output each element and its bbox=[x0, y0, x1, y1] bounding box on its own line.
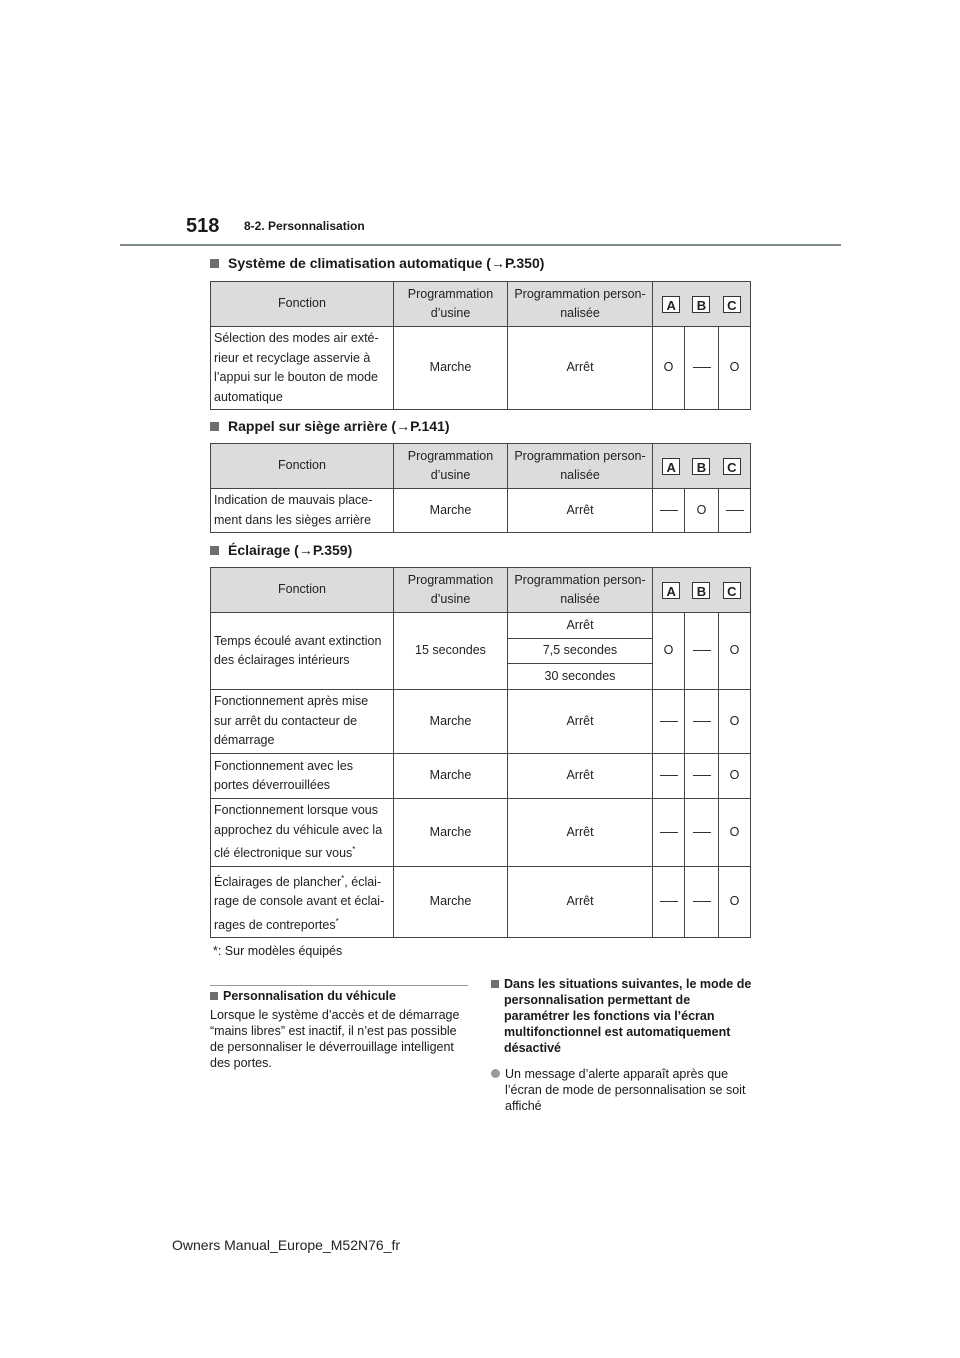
function-cell: Indication de mauvais place- ment dans les sièges arrière bbox=[211, 489, 394, 533]
c-cell: O bbox=[719, 799, 751, 867]
header-rule bbox=[120, 244, 841, 246]
note-left-title bbox=[210, 989, 472, 1003]
b-cell: O bbox=[685, 489, 719, 533]
col-factory: Programmation d’usine bbox=[394, 444, 508, 489]
custom-cell: Arrêt bbox=[508, 489, 653, 533]
c-cell bbox=[719, 489, 751, 533]
note-right-bullet bbox=[491, 1066, 753, 1114]
letter-a: A bbox=[662, 582, 680, 599]
b-cell bbox=[685, 754, 719, 799]
factory-cell: Marche bbox=[394, 327, 508, 410]
note-left-body: Lorsque le système d’accès et de démarrage “mains libres” est inactif, il n’est pas possible de personnaliser le déverrouillage intelligent des portes. bbox=[210, 1008, 460, 1070]
c-cell: O bbox=[719, 754, 751, 799]
c-cell: O bbox=[719, 327, 751, 410]
square-bullet-icon bbox=[210, 259, 219, 268]
letter-a: A bbox=[662, 458, 680, 475]
climate-heading bbox=[210, 255, 544, 271]
col-letters bbox=[653, 568, 751, 613]
a-cell: O bbox=[653, 613, 685, 690]
function-cell: Fonctionnement avec les portes déverrouillées bbox=[211, 754, 394, 799]
custom-cell: Arrêt bbox=[508, 867, 653, 938]
square-bullet-icon bbox=[210, 422, 219, 431]
a-cell bbox=[653, 799, 685, 867]
custom-option: 7,5 secondes bbox=[508, 639, 653, 664]
function-cell: Fonctionnement après mise sur arrêt du contacteur de démarrage bbox=[211, 690, 394, 754]
circle-bullet-icon bbox=[491, 1069, 500, 1078]
factory-cell: Marche bbox=[394, 690, 508, 754]
factory-cell: Marche bbox=[394, 489, 508, 533]
letter-a: A bbox=[662, 296, 680, 313]
col-factory: Programmation d’usine bbox=[394, 568, 508, 613]
letter-b: B bbox=[692, 458, 710, 475]
table-row bbox=[211, 799, 751, 867]
dash-icon bbox=[693, 775, 711, 776]
section-title: 8-2. Personnalisation bbox=[244, 219, 365, 233]
square-bullet-icon bbox=[210, 546, 219, 555]
letter-b: B bbox=[692, 296, 710, 313]
b-cell bbox=[685, 613, 719, 690]
function-cell: Éclairages de plancher*, éclai- rage de console avant et éclai- rages de contreportes* bbox=[211, 867, 394, 938]
seat-reminder-heading-text: Rappel sur siège arrière (→P.141) bbox=[228, 418, 450, 434]
note-left-title-text: Personnalisation du véhicule bbox=[223, 989, 396, 1003]
dash-icon bbox=[660, 901, 678, 902]
seat-reminder-heading bbox=[210, 418, 450, 434]
a-cell bbox=[653, 489, 685, 533]
col-function: Fonction bbox=[211, 568, 394, 613]
page-number: 518 bbox=[186, 215, 220, 237]
custom-option: Arrêt bbox=[508, 613, 653, 639]
custom-option: 30 secondes bbox=[508, 664, 653, 690]
col-function: Fonction bbox=[211, 444, 394, 489]
custom-cell: Arrêt bbox=[508, 799, 653, 867]
dash-icon bbox=[693, 650, 711, 651]
c-cell: O bbox=[719, 867, 751, 938]
b-cell bbox=[685, 690, 719, 754]
note-right-title bbox=[491, 976, 753, 1056]
dash-icon bbox=[693, 721, 711, 722]
col-factory: Programmation d’usine bbox=[394, 282, 508, 327]
dash-icon bbox=[660, 510, 678, 511]
custom-cell: Arrêt bbox=[508, 690, 653, 754]
factory-cell: Marche bbox=[394, 867, 508, 938]
a-cell bbox=[653, 754, 685, 799]
function-cell: Temps écoulé avant extinction des éclairages intérieurs bbox=[211, 613, 394, 690]
dash-icon bbox=[693, 901, 711, 902]
divider bbox=[210, 985, 468, 986]
dash-icon bbox=[726, 510, 744, 511]
factory-cell: Marche bbox=[394, 799, 508, 867]
table-row bbox=[211, 489, 751, 533]
col-letters bbox=[653, 282, 751, 327]
climate-heading-text: Système de climatisation automatique (→P.350) bbox=[228, 255, 545, 271]
col-custom: Programmation person- nalisée bbox=[508, 282, 653, 327]
seat-reminder-table bbox=[210, 443, 751, 533]
letter-c: C bbox=[723, 296, 741, 313]
dash-icon bbox=[660, 775, 678, 776]
c-cell: O bbox=[719, 690, 751, 754]
note-right-title-text: Dans les situations suivantes, le mode de personnalisation permettant de paramétrer les fonctions via l’écran multifonctionnel est automatiquement désactivé bbox=[504, 977, 752, 1055]
col-function: Fonction bbox=[211, 282, 394, 327]
note-right bbox=[491, 976, 753, 1114]
factory-cell: Marche bbox=[394, 754, 508, 799]
climate-table bbox=[210, 281, 751, 410]
function-cell: Fonctionnement lorsque vous approchez du véhicule avec la clé électronique sur vous* bbox=[211, 799, 394, 867]
table-row bbox=[211, 690, 751, 754]
footnote: *: Sur modèles équipés bbox=[213, 944, 343, 958]
table-row bbox=[211, 613, 751, 639]
c-cell: O bbox=[719, 613, 751, 690]
custom-cell: Arrêt bbox=[508, 754, 653, 799]
b-cell bbox=[685, 327, 719, 410]
lighting-table bbox=[210, 567, 751, 938]
dash-icon bbox=[660, 721, 678, 722]
dash-icon bbox=[693, 832, 711, 833]
a-cell bbox=[653, 867, 685, 938]
factory-cell: 15 secondes bbox=[394, 613, 508, 690]
square-bullet-icon bbox=[210, 992, 218, 1000]
letter-b: B bbox=[692, 582, 710, 599]
lighting-heading-text: Éclairage (→P.359) bbox=[228, 542, 353, 558]
a-cell bbox=[653, 690, 685, 754]
square-bullet-icon bbox=[491, 980, 499, 988]
footer-doc-id: Owners Manual_Europe_M52N76_fr bbox=[172, 1237, 401, 1253]
note-right-bullet-text: Un message d’alerte apparaît après que l’écran de mode de personnalisation se soit affiché bbox=[505, 1067, 746, 1113]
lighting-heading bbox=[210, 542, 352, 558]
b-cell bbox=[685, 867, 719, 938]
a-cell: O bbox=[653, 327, 685, 410]
table-row bbox=[211, 867, 751, 938]
function-cell: Sélection des modes air exté- rieur et recyclage asservie à l’appui sur le bouton de mode automatique bbox=[211, 327, 394, 410]
note-left bbox=[210, 989, 472, 1071]
letter-c: C bbox=[723, 458, 741, 475]
dash-icon bbox=[693, 367, 711, 368]
letter-c: C bbox=[723, 582, 741, 599]
table-row bbox=[211, 327, 751, 410]
dash-icon bbox=[660, 832, 678, 833]
custom-cell: Arrêt bbox=[508, 327, 653, 410]
col-custom: Programmation person- nalisée bbox=[508, 568, 653, 613]
col-custom: Programmation person- nalisée bbox=[508, 444, 653, 489]
b-cell bbox=[685, 799, 719, 867]
col-letters bbox=[653, 444, 751, 489]
table-row bbox=[211, 754, 751, 799]
